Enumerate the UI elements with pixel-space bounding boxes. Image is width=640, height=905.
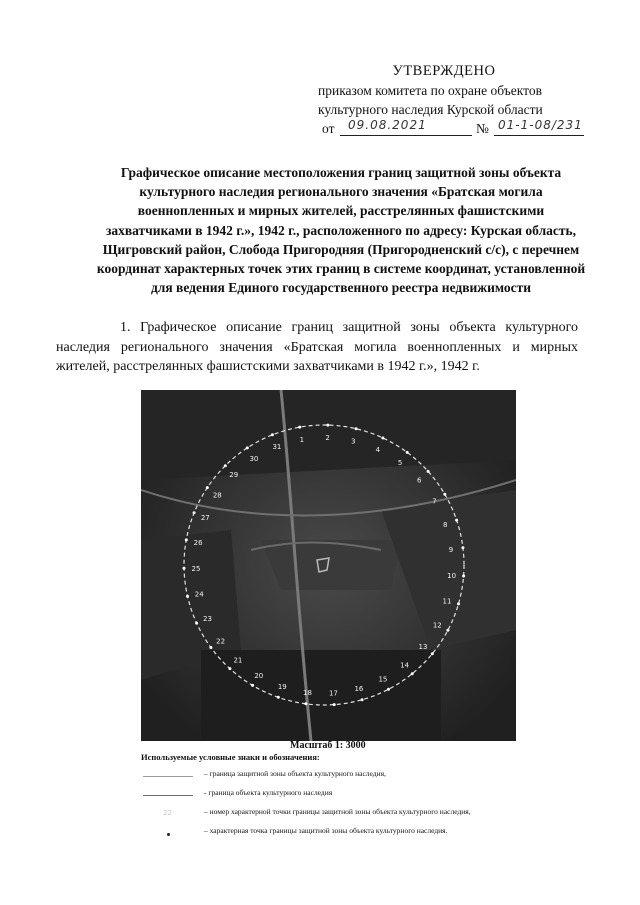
boundary-point-2	[326, 424, 329, 427]
boundary-point-label-9: 9	[448, 546, 454, 555]
legend-item-text: – граница защитной зоны объекта культурного наследия,	[204, 769, 386, 778]
boundary-point-label-22: 22	[216, 637, 226, 646]
approval-line-2: культурного наследия Курской области	[318, 102, 543, 117]
approval-block	[318, 62, 618, 138]
boundary-point-label-28: 28	[212, 491, 222, 500]
boundary-point-label-5: 5	[397, 459, 403, 467]
boundary-point-label-31: 31	[272, 443, 282, 451]
number-label: №	[476, 121, 489, 136]
boundary-point-label-20: 20	[254, 672, 264, 681]
field-area	[261, 540, 401, 590]
boundary-point-label-25: 25	[191, 564, 201, 573]
boundary-point-label-24: 24	[194, 590, 204, 599]
boundary-point-label-15: 15	[378, 675, 388, 684]
legend-item-zone-boundary	[141, 768, 521, 786]
boundary-point-label-10: 10	[447, 572, 457, 581]
boundary-point-11	[457, 602, 460, 605]
boundary-point-label-18: 18	[303, 688, 312, 697]
boundary-point-label-6: 6	[416, 476, 422, 485]
boundary-point-31	[271, 433, 274, 436]
boundary-point-10	[462, 575, 465, 578]
point-number-sample: 22	[163, 809, 172, 817]
boundary-point-20	[251, 684, 254, 687]
boundary-point-label-23: 23	[203, 615, 212, 624]
boundary-point-18	[304, 702, 307, 705]
legend	[141, 768, 521, 844]
boundary-point-label-4: 4	[375, 445, 381, 454]
boundary-point-label-19: 19	[277, 683, 287, 691]
dashed-line-symbol	[141, 774, 196, 780]
date-label: от	[322, 121, 335, 136]
section-paragraph	[56, 318, 578, 377]
boundary-point-28	[206, 486, 209, 489]
boundary-point-label-2: 2	[325, 434, 330, 443]
solid-line-symbol	[141, 793, 196, 799]
legend-item-point-number	[141, 806, 521, 824]
aerial-map	[141, 390, 516, 741]
boundary-point-label-14: 14	[400, 661, 410, 670]
legend-item-point-dot	[141, 825, 521, 843]
legend-item-object-boundary	[141, 787, 521, 805]
boundary-point-3	[355, 427, 358, 430]
boundary-point-23	[195, 622, 198, 625]
boundary-point-12	[446, 629, 449, 632]
map-scale: Масштаб 1: 3000	[290, 740, 366, 751]
boundary-point-27	[193, 511, 196, 514]
boundary-point-label-16: 16	[354, 685, 364, 694]
legend-item-text: – характерная точка границы защитной зоны объекта культурного наследия.	[204, 826, 448, 835]
approval-signature-line	[318, 119, 618, 138]
boundary-point-15	[387, 688, 390, 691]
handwritten-number: 01-1-08/231	[498, 118, 583, 132]
boundary-point-label-13: 13	[418, 643, 428, 652]
boundary-point-label-26: 26	[193, 539, 203, 548]
boundary-point-label-1: 1	[299, 435, 305, 444]
boundary-point-25	[183, 567, 186, 570]
boundary-point-label-11: 11	[442, 597, 452, 606]
handwritten-date: 09.08.2021	[348, 118, 427, 132]
legend-item-text: – номер характерной точки границы защитной зоны объекта культурного наследия,	[204, 807, 471, 816]
boundary-point-19	[277, 696, 280, 699]
boundary-point-21	[228, 667, 231, 670]
boundary-point-9	[461, 546, 464, 549]
boundary-point-29	[224, 464, 227, 467]
boundary-point-label-30: 30	[249, 454, 259, 463]
boundary-point-label-29: 29	[229, 471, 239, 480]
document-title: Графическое описание местоположения границ защитной зоны объекта культурного наследия регионального значения «Братская могила военнопленных и мирных жителей, расстрелянных фашистскими захватчиками в 1942 г.», 1942 г., расположенного по адресу: Курская область, Щигровский район, Слобода Пригородняя (Пригородненский с/с), с перечнем координат характерных точек этих границ в системе координат, установленной для ведения Единого государственного реестра недвижимости	[96, 165, 586, 296]
boundary-point-6	[427, 470, 430, 473]
boundary-point-7	[443, 493, 446, 496]
boundary-point-label-3: 3	[351, 437, 356, 446]
boundary-point-1	[298, 426, 301, 429]
boundary-point-8	[455, 519, 458, 522]
boundary-point-24	[186, 595, 189, 598]
approval-heading: УТВЕРЖДЕНО	[392, 63, 496, 79]
aerial-photo-svg	[141, 390, 516, 741]
approval-line-1: приказом комитета по охране объектов	[318, 83, 542, 98]
legend-item-text: - граница объекта культурного наследия	[204, 788, 333, 797]
boundary-point-label-8: 8	[442, 520, 448, 529]
boundary-point-17	[333, 703, 336, 706]
boundary-point-label-12: 12	[432, 621, 442, 630]
boundary-point-22	[209, 646, 212, 649]
boundary-point-13	[431, 652, 434, 655]
boundary-point-4	[381, 437, 384, 440]
boundary-point-5	[406, 451, 409, 454]
boundary-point-14	[411, 672, 414, 675]
legend-title: Используемые условные знаки и обозначения:	[141, 752, 320, 762]
paragraph-text: 1. Графическое описание границ защитной зоны объекта культурного наследия регионального значения «Братская могила военнопленных и мирных жителей, расстрелянных фашистскими захватчиками в 1942 г.», 1942 г.	[56, 320, 578, 375]
boundary-point-26	[185, 538, 188, 541]
date-underline	[340, 135, 472, 136]
boundary-point-label-7: 7	[432, 497, 437, 506]
dot-symbol	[141, 831, 196, 837]
point-number-symbol	[141, 809, 196, 818]
boundary-point-label-17: 17	[328, 689, 338, 698]
boundary-point-label-27: 27	[200, 514, 210, 523]
boundary-point-30	[246, 446, 249, 449]
boundary-point-label-21: 21	[233, 656, 243, 665]
number-underline	[494, 135, 584, 136]
boundary-point-16	[361, 698, 364, 701]
